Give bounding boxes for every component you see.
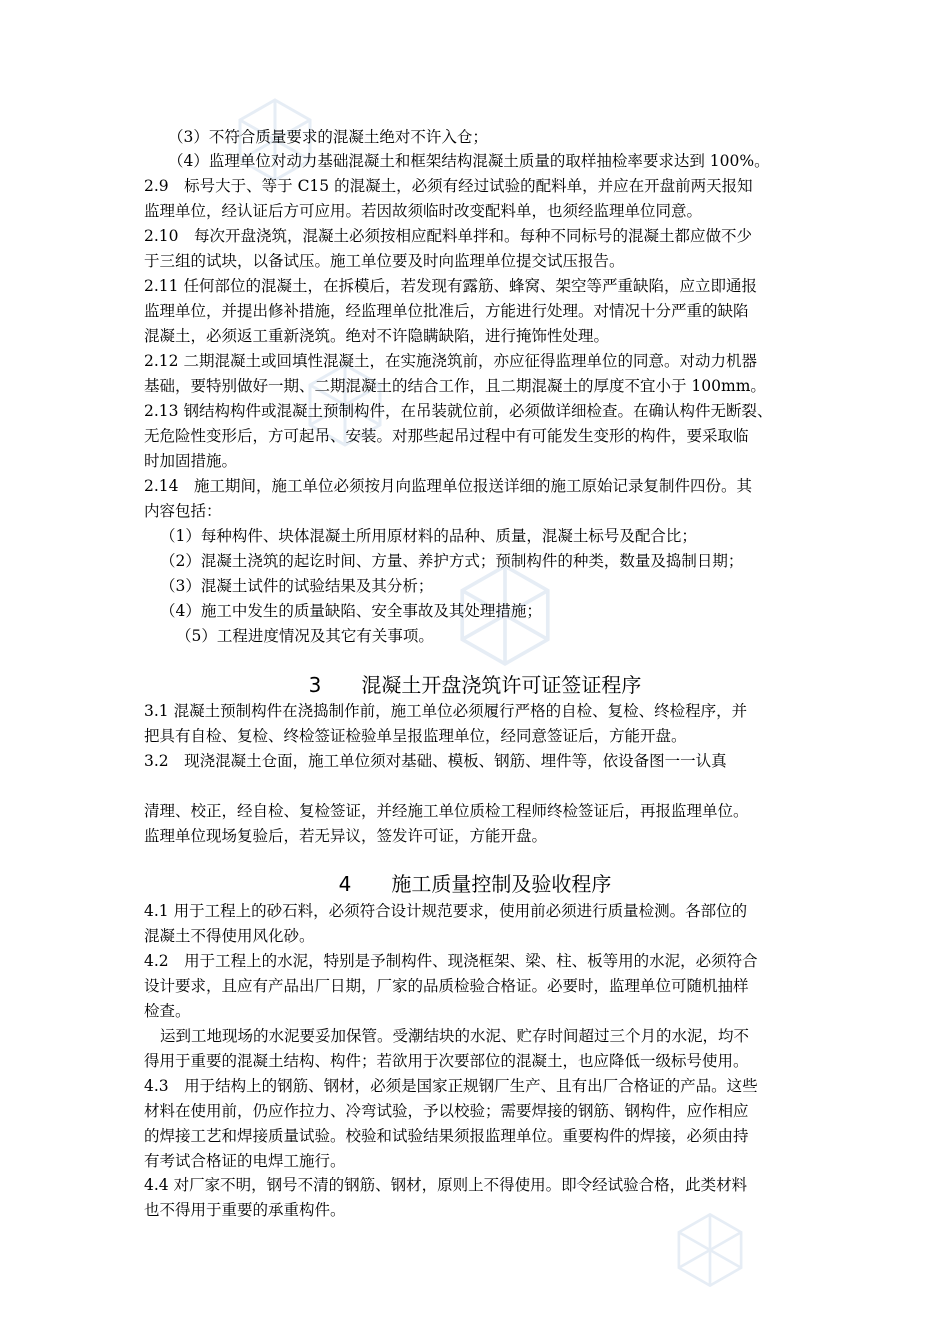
text-line: 2.11 任何部位的混凝土，在拆模后，若发现有露筋、蜂窝、架空等严重缺陷，应立即通报 [144, 277, 757, 295]
text-line: 2.14 施工期间，施工单位必须按月向监理单位报送详细的施工原始记录复制件四份。其 [144, 477, 753, 495]
text-line: 4.4 对厂家不明，钢号不清的钢筋、钢材，原则上不得使用。即令经试验合格，此类材料 [144, 1176, 748, 1194]
text-line: 2.13 钢结构构件或混凝土预制构件，在吊装就位前，必须做详细检查。在确认构件无断裂、 [144, 402, 773, 420]
text-line: 4.2 用于工程上的水泥，特别是予制构件、现浇框架、梁、柱、板等用的水泥，必须符合 [144, 952, 758, 970]
text-line: 3.1 混凝土预制构件在浇捣制作前，施工单位必须履行严格的自检、复检、终检程序，并 [144, 702, 748, 720]
text-line: 清理、校正，经自检、复检签证，并经施工单位质检工程师终检签证后，再报监理单位。 [144, 802, 749, 820]
text-line: 检查。 [144, 1002, 191, 1020]
text-line: 运到工地现场的水泥要妥加保管。受潮结块的水泥、贮存时间超过三个月的水泥，均不 [160, 1027, 750, 1045]
text-line: （2）混凝土浇筑的起讫时间、方量、养护方式；预制构件的种类，数量及捣制日期； [160, 552, 744, 570]
text-line: 4.1 用于工程上的砂石料，必须符合设计规范要求，使用前必须进行质量检测。各部位的 [144, 902, 748, 920]
text-line: 4.3 用于结构上的钢筋、钢材，必须是国家正规钢厂生产、且有出厂合格证的产品。这些 [144, 1077, 758, 1095]
text-line: 监理单位，并提出修补措施，经监理单位批准后，方能进行处理。对情况十分严重的缺陷 [144, 302, 749, 320]
text-line: 2.12 二期混凝土或回填性混凝土，在实施浇筑前，亦应征得监理单位的同意。对动力机器 [144, 352, 757, 370]
text-line: 2.10 每次开盘浇筑，混凝土必须按相应配料单拌和。每种不同标号的混凝土都应做不少 [144, 227, 753, 245]
text-line: 的焊接工艺和焊接质量试验。校验和试验结果须报监理单位。重要构件的焊接，必须由持 [144, 1127, 749, 1145]
text-line: 无危险性变形后，方可起吊、安装。对那些起吊过程中有可能发生变形的构件，要采取临 [144, 427, 749, 445]
text-line: 3.2 现浇混凝土仓面，施工单位须对基础、模板、钢筋、埋件等，依设备图一一认真 [144, 752, 727, 770]
text-line: （4）监理单位对动力基础混凝土和框架结构混凝土质量的取样抽检率要求达到 100%。 [168, 152, 770, 170]
text-line: 有考试合格证的电焊工施行。 [144, 1152, 346, 1170]
text-line: （1）每种构件、块体混凝土所用原材料的品种、质量，混凝土标号及配合比； [160, 527, 697, 545]
text-line: 内容包括： [144, 502, 222, 520]
text-line: （3）混凝土试件的试验结果及其分析； [160, 577, 434, 595]
text-line: 基础，要特别做好一期、二期混凝土的结合工作，且二期混凝土的厚度不宜小于 100mm。 [144, 377, 766, 395]
section-heading-3: 3 混凝土开盘浇筑许可证签证程序 [308, 673, 642, 697]
text-line: 于三组的试块，以备试压。施工单位要及时向监理单位提交试压报告。 [144, 252, 625, 270]
text-line: 时加固措施。 [144, 452, 238, 470]
text-line: 混凝土，必须返工重新浇筑。绝对不许隐瞒缺陷，进行掩饰性处理。 [144, 327, 610, 345]
text-line: 设计要求，且应有产品出厂日期，厂家的品质检验合格证。必要时，监理单位可随机抽样 [144, 977, 749, 995]
text-line: 监理单位现场复验后，若无异议，签发许可证，方能开盘。 [144, 827, 548, 845]
text-line: （5）工程进度情况及其它有关事项。 [176, 627, 434, 645]
text-line: 也不得用于重要的承重构件。 [144, 1201, 346, 1219]
text-line: 2.9 标号大于、等于 C15 的混凝土，必须有经过试验的配料单，并应在开盘前两天报知 [144, 177, 753, 195]
text-line: 得用于重要的混凝土结构、构件；若欲用于次要部位的混凝土，也应降低一级标号使用。 [144, 1052, 749, 1070]
text-line: （3）不符合质量要求的混凝土绝对不许入仓； [168, 128, 488, 146]
text-line: 材料在使用前，仍应作拉力、冷弯试验，予以校验；需要焊接的钢筋、钢构件，应作相应 [144, 1102, 749, 1120]
section-heading-4: 4 施工质量控制及验收程序 [338, 872, 612, 896]
text-line: 把具有自检、复检、终检签证检验单呈报监理单位，经同意签证后，方能开盘。 [144, 727, 687, 745]
text-line: 混凝土不得使用风化砂。 [144, 927, 315, 945]
text-line: 监理单位，经认证后方可应用。若因故须临时改变配料单，也须经监理单位同意。 [144, 202, 703, 220]
text-line: （4）施工中发生的质量缺陷、安全事故及其处理措施； [160, 602, 542, 620]
